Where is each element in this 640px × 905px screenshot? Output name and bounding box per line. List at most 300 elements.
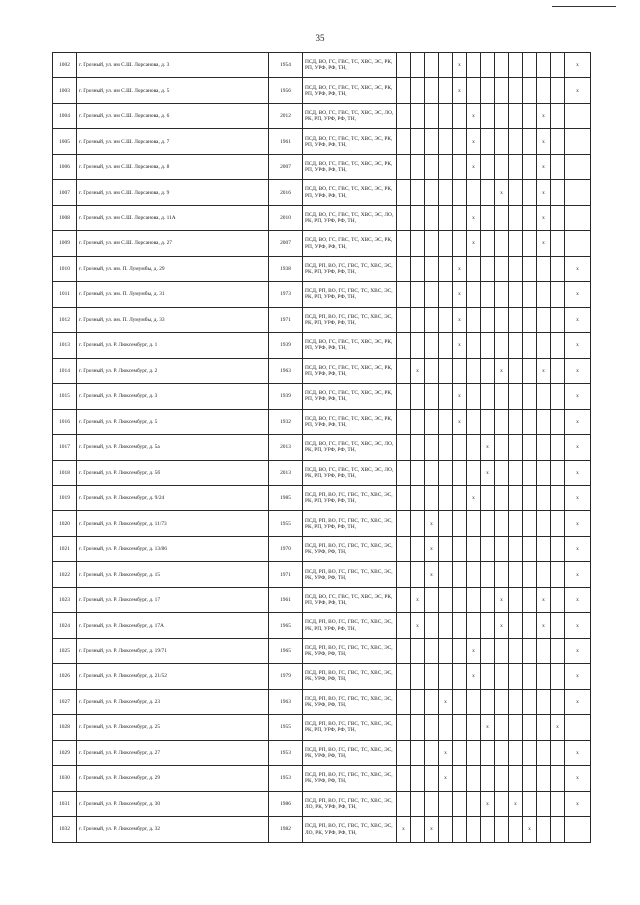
mark-cell [509, 205, 523, 230]
table-row [53, 638, 591, 663]
mark-cell [411, 78, 425, 103]
mark-cell: x [565, 384, 591, 409]
table-row [53, 256, 591, 281]
address-cell: г. Грозный, ул. им С.Ш. Лорсанова, д. 11А [77, 205, 269, 230]
table-row [53, 231, 591, 256]
mark-cell [425, 53, 439, 78]
year-built-cell: 1963 [269, 689, 303, 714]
mark-cell [453, 638, 467, 663]
year-built-cell: 1985 [269, 485, 303, 510]
mark-cell [425, 180, 439, 205]
mark-cell [509, 435, 523, 460]
year-built-cell: 1971 [269, 307, 303, 332]
mark-cell [467, 78, 481, 103]
mark-cell [467, 282, 481, 307]
mark-cell [453, 205, 467, 230]
mark-cell [397, 384, 411, 409]
mark-cell [411, 740, 425, 765]
mark-cell: x [453, 282, 467, 307]
table-row [53, 358, 591, 383]
mark-cell [509, 231, 523, 256]
mark-cell: x [565, 53, 591, 78]
mark-cell [425, 715, 439, 740]
mark-cell [481, 231, 495, 256]
mark-cell [537, 384, 551, 409]
mark-cell [467, 384, 481, 409]
row-number-cell: 1019 [53, 485, 77, 510]
mark-cell [481, 282, 495, 307]
mark-cell: x [467, 154, 481, 179]
mark-cell [523, 587, 537, 612]
address-cell: г. Грозный, ул. им С.Ш. Лорсанова, д. 3 [77, 53, 269, 78]
mark-cell [425, 333, 439, 358]
mark-cell [467, 333, 481, 358]
mark-cell [397, 282, 411, 307]
mark-cell [565, 231, 591, 256]
mark-cell [411, 485, 425, 510]
mark-cell [551, 256, 565, 281]
mark-cell [523, 409, 537, 434]
mark-cell [551, 307, 565, 332]
mark-cell: x [537, 180, 551, 205]
mark-cell [467, 409, 481, 434]
mark-cell [481, 180, 495, 205]
mark-cell [509, 485, 523, 510]
mark-cell [467, 715, 481, 740]
mark-cell [439, 103, 453, 128]
mark-cell [509, 358, 523, 383]
table-row [53, 740, 591, 765]
mark-cell [551, 154, 565, 179]
mark-cell [439, 205, 453, 230]
mark-cell [509, 384, 523, 409]
mark-cell [509, 587, 523, 612]
mark-cell [425, 409, 439, 434]
mark-cell [509, 511, 523, 536]
mark-cell [509, 333, 523, 358]
mark-cell: x [467, 485, 481, 510]
address-cell: г. Грозный, ул. Р. Люксембург, д. 21/52 [77, 664, 269, 689]
mark-cell: x [537, 103, 551, 128]
mark-cell [439, 562, 453, 587]
table-row [53, 817, 591, 843]
mark-cell [453, 485, 467, 510]
mark-cell [565, 129, 591, 154]
mark-cell [439, 256, 453, 281]
year-built-cell: 1961 [269, 587, 303, 612]
mark-cell [523, 129, 537, 154]
row-number-cell: 1010 [53, 256, 77, 281]
mark-cell [425, 689, 439, 714]
mark-cell [453, 511, 467, 536]
mark-cell [467, 689, 481, 714]
services-cell: ПСД, ВО, ГС, ГВС, ТС, ХВС, ЭС, ЛО, РК, РП, УРФ, РФ, ТН, [303, 435, 397, 460]
address-cell: г. Грозный, ул. им С.Ш. Лорсанова, д. 9 [77, 180, 269, 205]
mark-cell [481, 333, 495, 358]
mark-cell [551, 180, 565, 205]
row-number-cell: 1018 [53, 460, 77, 485]
year-built-cell: 1955 [269, 511, 303, 536]
row-number-cell: 1015 [53, 384, 77, 409]
table-row [53, 205, 591, 230]
mark-cell [397, 536, 411, 561]
mark-cell [439, 180, 453, 205]
mark-cell [523, 536, 537, 561]
mark-cell [453, 435, 467, 460]
mark-cell [481, 409, 495, 434]
mark-cell [411, 664, 425, 689]
address-cell: г. Грозный, ул. им С.Ш. Лорсанова, д. 27 [77, 231, 269, 256]
table-row [53, 307, 591, 332]
mark-cell [537, 689, 551, 714]
services-cell: ПСД, РП, ВО, ГС, ГВС, ТС, ХВС, ЭС, РК, РП, УРФ, РФ, ТН, [303, 511, 397, 536]
mark-cell [467, 791, 481, 816]
mark-cell [481, 664, 495, 689]
mark-cell: x [565, 791, 591, 816]
mark-cell [397, 333, 411, 358]
mark-cell [411, 791, 425, 816]
mark-cell [411, 409, 425, 434]
mark-cell [439, 536, 453, 561]
mark-cell [411, 562, 425, 587]
mark-cell [467, 180, 481, 205]
mark-cell: x [537, 205, 551, 230]
mark-cell [565, 817, 591, 843]
mark-cell [523, 103, 537, 128]
mark-cell [551, 766, 565, 791]
mark-cell: x [481, 460, 495, 485]
mark-cell [397, 129, 411, 154]
mark-cell [453, 587, 467, 612]
mark-cell [467, 256, 481, 281]
mark-cell [523, 638, 537, 663]
mark-cell [467, 766, 481, 791]
address-cell: г. Грозный, ул. Р. Люксембург, д. 5а [77, 435, 269, 460]
mark-cell: x [467, 205, 481, 230]
services-cell: ПСД, РП, ВО, ГС, ГВС, ТС, ХВС, ЭС, РК, УРФ, РФ, ТН, [303, 766, 397, 791]
mark-cell [481, 536, 495, 561]
mark-cell [495, 103, 509, 128]
mark-cell [509, 129, 523, 154]
mark-cell: x [537, 613, 551, 638]
mark-cell [481, 358, 495, 383]
mark-cell [425, 638, 439, 663]
mark-cell: x [495, 613, 509, 638]
mark-cell [537, 409, 551, 434]
mark-cell [495, 766, 509, 791]
mark-cell: x [537, 129, 551, 154]
mark-cell [537, 766, 551, 791]
mark-cell [537, 333, 551, 358]
mark-cell [523, 307, 537, 332]
mark-cell [425, 103, 439, 128]
mark-cell [425, 256, 439, 281]
page-number: 35 [315, 33, 325, 43]
mark-cell [411, 154, 425, 179]
mark-cell: x [453, 384, 467, 409]
mark-cell [495, 256, 509, 281]
mark-cell: x [481, 435, 495, 460]
mark-cell: x [565, 333, 591, 358]
address-cell: г. Грозный, ул. Р. Люксембург, д. 11/73 [77, 511, 269, 536]
mark-cell [537, 78, 551, 103]
mark-cell [523, 613, 537, 638]
mark-cell [439, 358, 453, 383]
mark-cell [509, 689, 523, 714]
year-built-cell: 1932 [269, 409, 303, 434]
mark-cell [551, 485, 565, 510]
registry-body [53, 53, 591, 843]
table-row [53, 384, 591, 409]
mark-cell [523, 460, 537, 485]
mark-cell [551, 358, 565, 383]
mark-cell [495, 740, 509, 765]
table-row [53, 715, 591, 740]
mark-cell [523, 791, 537, 816]
mark-cell [397, 791, 411, 816]
mark-cell [523, 562, 537, 587]
mark-cell [397, 460, 411, 485]
mark-cell [537, 435, 551, 460]
row-number-cell: 1017 [53, 435, 77, 460]
mark-cell [523, 53, 537, 78]
mark-cell [467, 358, 481, 383]
mark-cell [397, 256, 411, 281]
table-row [53, 78, 591, 103]
mark-cell: x [565, 358, 591, 383]
mark-cell [481, 154, 495, 179]
mark-cell [495, 435, 509, 460]
mark-cell: x [453, 78, 467, 103]
mark-cell: x [565, 435, 591, 460]
mark-cell [523, 766, 537, 791]
mark-cell [467, 613, 481, 638]
mark-cell [439, 715, 453, 740]
mark-cell [551, 129, 565, 154]
year-built-cell: 1982 [269, 817, 303, 843]
mark-cell [481, 613, 495, 638]
mark-cell [537, 740, 551, 765]
mark-cell [453, 154, 467, 179]
mark-cell [453, 689, 467, 714]
mark-cell [551, 791, 565, 816]
table-row [53, 536, 591, 561]
mark-cell: x [411, 358, 425, 383]
table-row [53, 664, 591, 689]
mark-cell [495, 231, 509, 256]
address-cell: г. Грозный, ул. им С.Ш. Лорсанова, д. 5 [77, 78, 269, 103]
table-row [53, 511, 591, 536]
mark-cell [425, 307, 439, 332]
mark-cell [523, 740, 537, 765]
mark-cell: x [467, 103, 481, 128]
mark-cell [537, 536, 551, 561]
table-row [53, 129, 591, 154]
mark-cell [467, 53, 481, 78]
address-cell: г. Грозный, ул. Р. Люксембург, д. 5 [77, 409, 269, 434]
mark-cell [425, 460, 439, 485]
year-built-cell: 1954 [269, 53, 303, 78]
mark-cell [523, 282, 537, 307]
mark-cell [453, 536, 467, 561]
mark-cell: x [537, 587, 551, 612]
mark-cell: x [565, 562, 591, 587]
table-row [53, 485, 591, 510]
mark-cell [523, 256, 537, 281]
mark-cell [411, 766, 425, 791]
mark-cell: x [495, 587, 509, 612]
services-cell: ПСД, РП, ВО, ГС, ГВС, ТС, ХВС, ЭС, РК, УРФ, РФ, ТН, [303, 664, 397, 689]
mark-cell [397, 409, 411, 434]
mark-cell [425, 231, 439, 256]
year-built-cell: 2013 [269, 460, 303, 485]
mark-cell [509, 613, 523, 638]
mark-cell [565, 205, 591, 230]
mark-cell [551, 282, 565, 307]
mark-cell [565, 103, 591, 128]
mark-cell [495, 817, 509, 843]
mark-cell [411, 205, 425, 230]
mark-cell: x [565, 536, 591, 561]
year-built-cell: 1986 [269, 791, 303, 816]
mark-cell [397, 485, 411, 510]
address-cell: г. Грозный, ул. Р. Люксембург, д. 2 [77, 358, 269, 383]
year-built-cell: 2007 [269, 231, 303, 256]
mark-cell [439, 78, 453, 103]
mark-cell [439, 129, 453, 154]
row-number-cell: 1032 [53, 817, 77, 843]
mark-cell [523, 485, 537, 510]
mark-cell [495, 384, 509, 409]
row-number-cell: 1002 [53, 53, 77, 78]
mark-cell [411, 384, 425, 409]
mark-cell [411, 180, 425, 205]
mark-cell [411, 53, 425, 78]
mark-cell [509, 638, 523, 663]
year-built-cell: 1955 [269, 715, 303, 740]
address-cell: г. Грозный, ул. Р. Люксембург, д. 32 [77, 817, 269, 843]
mark-cell [453, 103, 467, 128]
services-cell: ПСД, РП, ВО, ГС, ГВС, ТС, ХВС, ЭС, ЛО, РК, УРФ, РФ, ТН, [303, 817, 397, 843]
mark-cell [523, 231, 537, 256]
mark-cell [523, 384, 537, 409]
mark-cell: x [481, 791, 495, 816]
mark-cell [425, 358, 439, 383]
mark-cell [551, 817, 565, 843]
mark-cell [523, 154, 537, 179]
mark-cell [425, 485, 439, 510]
mark-cell [397, 766, 411, 791]
row-number-cell: 1008 [53, 205, 77, 230]
mark-cell [481, 307, 495, 332]
mark-cell [495, 333, 509, 358]
mark-cell [481, 129, 495, 154]
services-cell: ПСД, РП, ВО, ГС, ГВС, ТС, ХВС, ЭС, РК, УРФ, РФ, ТН, [303, 536, 397, 561]
mark-cell [523, 333, 537, 358]
services-cell: ПСД, ВО, ГС, ГВС, ТС, ХВС, ЭС, ЛО, РК, РП, УРФ, РФ, ТН, [303, 103, 397, 128]
mark-cell [453, 129, 467, 154]
year-built-cell: 2007 [269, 154, 303, 179]
year-built-cell: 1973 [269, 282, 303, 307]
mark-cell [509, 154, 523, 179]
mark-cell [425, 205, 439, 230]
services-cell: ПСД, ВО, ГС, ГВС, ТС, ХВС, ЭС, ЛО, РК, РП, УРФ, РФ, ТН, [303, 205, 397, 230]
mark-cell [439, 664, 453, 689]
mark-cell: x [453, 307, 467, 332]
mark-cell [551, 740, 565, 765]
year-built-cell: 2013 [269, 435, 303, 460]
mark-cell [495, 154, 509, 179]
year-built-cell: 1963 [269, 358, 303, 383]
mark-cell [467, 307, 481, 332]
row-number-cell: 1021 [53, 536, 77, 561]
mark-cell [397, 562, 411, 587]
row-number-cell: 1007 [53, 180, 77, 205]
mark-cell [551, 536, 565, 561]
mark-cell [397, 435, 411, 460]
row-number-cell: 1016 [53, 409, 77, 434]
mark-cell [425, 740, 439, 765]
row-number-cell: 1006 [53, 154, 77, 179]
mark-cell: x [565, 638, 591, 663]
mark-cell [537, 562, 551, 587]
row-number-cell: 1029 [53, 740, 77, 765]
address-cell: г. Грозный, ул. им. П. Лумумбы, д. 33 [77, 307, 269, 332]
year-built-cell: 1970 [269, 536, 303, 561]
services-cell: ПСД, ВО, ГС, ГВС, ТС, ХВС, ЭС, РК, РП, УРФ, РФ, ТН, [303, 78, 397, 103]
mark-cell [537, 282, 551, 307]
services-cell: ПСД, РП, ВО, ГС, ГВС, ТС, ХВС, ЭС, РК, РП, УРФ, РФ, ТН, [303, 307, 397, 332]
mark-cell [551, 333, 565, 358]
mark-cell: x [411, 613, 425, 638]
mark-cell [509, 53, 523, 78]
year-built-cell: 1953 [269, 740, 303, 765]
address-cell: г. Грозный, ул. Р. Люксембург, д. 30 [77, 791, 269, 816]
mark-cell [425, 613, 439, 638]
mark-cell [551, 205, 565, 230]
table-row [53, 460, 591, 485]
mark-cell [495, 485, 509, 510]
mark-cell [411, 333, 425, 358]
mark-cell [439, 791, 453, 816]
address-cell: г. Грозный, ул. Р. Люксембург, д. 1 [77, 333, 269, 358]
mark-cell: x [453, 256, 467, 281]
mark-cell: x [439, 766, 453, 791]
mark-cell [439, 485, 453, 510]
mark-cell [495, 409, 509, 434]
mark-cell [453, 562, 467, 587]
mark-cell [523, 689, 537, 714]
mark-cell [397, 638, 411, 663]
mark-cell [537, 638, 551, 663]
mark-cell [523, 664, 537, 689]
mark-cell [509, 180, 523, 205]
services-cell: ПСД, РП, ВО, ГС, ГВС, ТС, ХВС, ЭС, РК, РП, УРФ, РФ, ТН, [303, 613, 397, 638]
year-built-cell: 1953 [269, 766, 303, 791]
mark-cell [495, 282, 509, 307]
mark-cell [411, 536, 425, 561]
mark-cell: x [565, 511, 591, 536]
mark-cell: x [565, 740, 591, 765]
mark-cell [509, 103, 523, 128]
address-cell: г. Грозный, ул. Р. Люксембург, д. 25 [77, 715, 269, 740]
table-row [53, 791, 591, 816]
mark-cell [509, 282, 523, 307]
services-cell: ПСД, РП, ВО, ГС, ГВС, ТС, ХВС, ЭС, РК, УРФ, РФ, ТН, [303, 689, 397, 714]
mark-cell: x [453, 409, 467, 434]
table-row [53, 766, 591, 791]
address-cell: г. Грозный, ул. Р. Люксембург, д. 17 [77, 587, 269, 612]
